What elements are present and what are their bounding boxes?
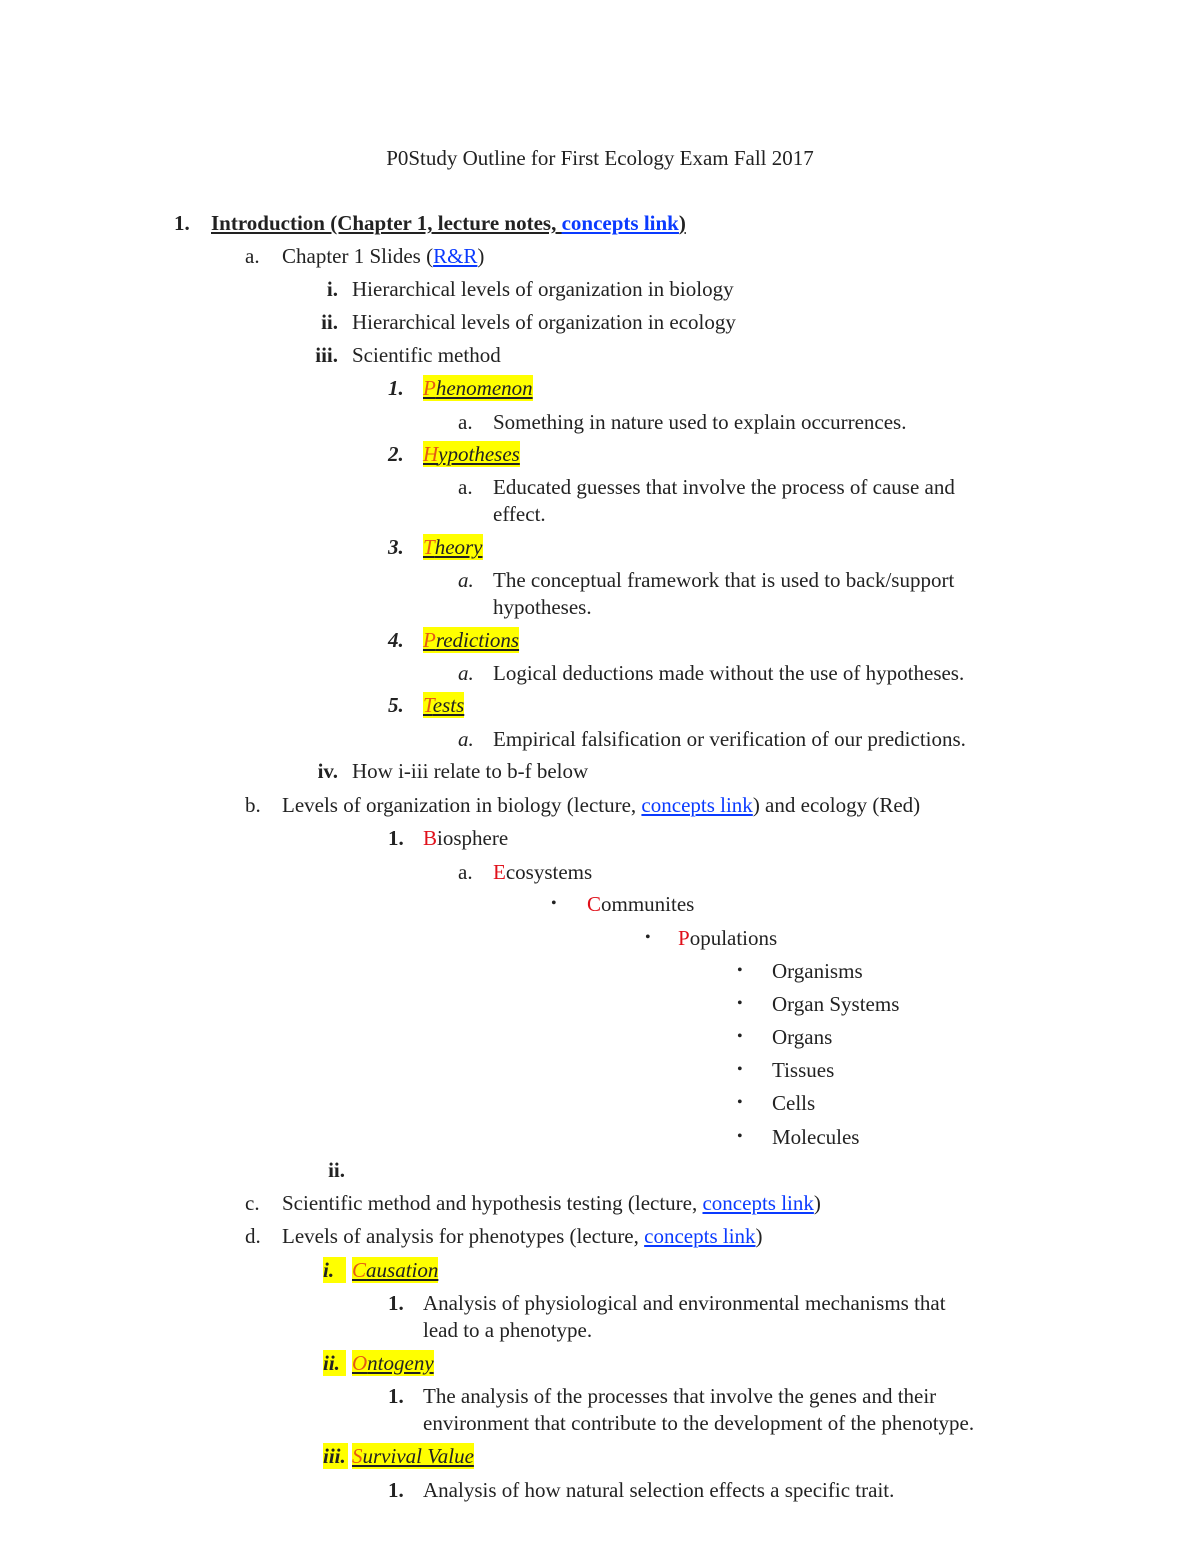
- ontogeny-definition-line-2: environment that contribute to the development of the phenotype.: [423, 1411, 975, 1435]
- step-4-definition: Logical deductions made without the use of hypotheses.: [493, 661, 965, 685]
- step-3-rest: heory: [434, 535, 483, 559]
- ontogeny-marker: ii.: [323, 1350, 346, 1376]
- item-d-marker: d.: [245, 1224, 261, 1248]
- causation-initial: C: [352, 1258, 367, 1282]
- item-c-text-start: Scientific method and hypothesis testing (lecture,: [282, 1191, 703, 1215]
- biosphere-text: [423, 825, 508, 851]
- causation-definition-line-2: lead to a phenotype.: [423, 1318, 593, 1342]
- communites-text: [587, 891, 694, 917]
- section-1-heading-text: Introduction (Chapter 1, lecture notes,: [211, 211, 562, 235]
- step-4-term: [423, 627, 519, 653]
- level-organisms: Organisms: [772, 959, 863, 983]
- communites-bullet: •: [551, 895, 557, 912]
- step-4-rest: redictions: [435, 628, 520, 652]
- item-a-marker: a.: [245, 244, 260, 268]
- survival-value-term: [352, 1443, 474, 1469]
- step-3-initial: T: [423, 535, 435, 559]
- level-molecules: Molecules: [772, 1125, 860, 1149]
- concepts-link[interactable]: concepts link: [561, 211, 679, 235]
- step-1-definition: Something in nature used to explain occurrences.: [493, 410, 907, 434]
- item-b-text-end: ) and ecology (Red): [752, 793, 921, 817]
- step-4-initial: P: [423, 628, 436, 652]
- roman-i-text: Hierarchical levels of organization in biology: [352, 277, 734, 301]
- item-d-text-end: ): [755, 1224, 763, 1248]
- communites-rest: ommunites: [601, 892, 695, 916]
- survival-value-rest: urvival Value: [362, 1444, 474, 1468]
- biosphere-initial: B: [423, 826, 438, 850]
- item-b-marker: b.: [245, 793, 261, 817]
- roman-iii-marker: iii.: [315, 343, 338, 367]
- ontogeny-rest: ntogeny: [367, 1351, 434, 1375]
- roman-iii-text: Scientific method: [352, 343, 501, 367]
- ecosystems-rest: cosystems: [505, 860, 593, 884]
- causation-sub-marker: 1.: [388, 1291, 404, 1315]
- level-bullet: •: [737, 1028, 743, 1045]
- step-4-sub-marker: a.: [458, 661, 474, 685]
- step-1-rest: henomenon: [435, 376, 533, 400]
- level-organs: Organs: [772, 1025, 833, 1049]
- item-a-text-end: ): [477, 244, 485, 268]
- concepts-link-c[interactable]: concepts link: [702, 1191, 814, 1215]
- step-2-rest: ypotheses: [438, 442, 520, 466]
- item-a-text: [282, 243, 484, 269]
- step-2-definition-line-2: effect.: [493, 502, 546, 526]
- ecosystems-marker: a.: [458, 860, 473, 884]
- item-c-text: [282, 1190, 821, 1216]
- step-3-definition-line-2: hypotheses.: [493, 595, 592, 619]
- document-title: P0Study Outline for First Ecology Exam Fall 2017: [386, 146, 814, 170]
- step-1-sub-marker: a.: [458, 410, 473, 434]
- ontogeny-term: [352, 1350, 434, 1376]
- step-1-term: [423, 375, 533, 401]
- step-2-definition-line-1: Educated guesses that involve the process of cause and: [493, 475, 955, 499]
- step-3-sub-marker: a.: [458, 568, 474, 592]
- item-c-text-end: ): [813, 1191, 821, 1215]
- step-5-term: [423, 692, 464, 718]
- trailing-roman-marker: ii.: [328, 1158, 345, 1182]
- step-3-marker: 3.: [388, 535, 404, 559]
- roman-iv-text: How i-iii relate to b-f below: [352, 759, 589, 783]
- causation-rest: ausation: [366, 1258, 439, 1282]
- item-c-marker: c.: [245, 1191, 260, 1215]
- populations-initial: P: [678, 926, 690, 950]
- item-d-text: [282, 1223, 763, 1249]
- level-bullet: •: [737, 995, 743, 1012]
- biosphere-marker: 1.: [388, 826, 404, 850]
- ecosystems-initial: E: [493, 860, 506, 884]
- step-4-marker: 4.: [388, 628, 404, 652]
- step-2-term: [423, 441, 520, 467]
- section-1-heading-close: ): [678, 211, 686, 235]
- item-d-text-start: Levels of analysis for phenotypes (lecture,: [282, 1224, 645, 1248]
- roman-ii-text: Hierarchical levels of organization in ecology: [352, 310, 736, 334]
- survival-value-initial: S: [352, 1444, 363, 1468]
- level-cells: Cells: [772, 1091, 816, 1115]
- level-bullet: •: [737, 1128, 743, 1145]
- survival-value-definition: Analysis of how natural selection effects a specific trait.: [423, 1478, 895, 1502]
- survival-value-marker: iii.: [323, 1444, 346, 1468]
- step-5-definition: Empirical falsification or verification of our predictions.: [493, 727, 966, 751]
- step-5-initial: T: [423, 693, 433, 717]
- survival-value-sub-marker: 1.: [388, 1478, 404, 1502]
- ontogeny-initial: O: [352, 1351, 368, 1375]
- rr-link[interactable]: R&R: [433, 244, 478, 268]
- concepts-link-b[interactable]: concepts link: [641, 793, 753, 817]
- communites-initial: C: [587, 892, 602, 916]
- level-tissues: Tissues: [772, 1058, 835, 1082]
- ontogeny-definition-line-1: The analysis of the processes that involve the genes and their: [423, 1384, 937, 1408]
- step-3-term: [423, 534, 483, 560]
- level-bullet: •: [737, 1061, 743, 1078]
- causation-term: [352, 1257, 438, 1283]
- step-5-sub-marker: a.: [458, 727, 474, 751]
- ecosystems-text: [493, 859, 592, 885]
- level-organ-systems: Organ Systems: [772, 992, 900, 1016]
- ontogeny-sub-marker: 1.: [388, 1384, 404, 1408]
- populations-rest: opulations: [689, 926, 778, 950]
- level-bullet: •: [737, 962, 743, 979]
- section-1-number: 1.: [174, 211, 190, 235]
- step-5-marker: 5.: [388, 693, 404, 717]
- step-5-rest: ests: [432, 693, 465, 717]
- item-a-text-start: Chapter 1 Slides (: [282, 244, 434, 268]
- causation-marker: i.: [323, 1257, 346, 1283]
- step-2-marker: 2.: [388, 442, 404, 466]
- step-1-marker: 1.: [388, 376, 404, 400]
- step-2-sub-marker: a.: [458, 475, 473, 499]
- section-1-heading: [211, 210, 686, 236]
- roman-i-marker: i.: [326, 277, 338, 301]
- item-b-text-start: Levels of organization in biology (lecture,: [282, 793, 642, 817]
- causation-definition-line-1: Analysis of physiological and environmental mechanisms that: [423, 1291, 946, 1315]
- roman-iv-marker: iv.: [317, 759, 338, 783]
- populations-text: [678, 925, 777, 951]
- step-1-initial: P: [423, 376, 436, 400]
- roman-ii-marker: ii.: [321, 310, 338, 334]
- item-b-text: [282, 792, 920, 818]
- populations-bullet: •: [645, 929, 651, 946]
- concepts-link-d[interactable]: concepts link: [644, 1224, 756, 1248]
- step-2-initial: H: [423, 442, 439, 466]
- level-bullet: •: [737, 1094, 743, 1111]
- biosphere-rest: iosphere: [437, 826, 509, 850]
- step-3-definition-line-1: The conceptual framework that is used to back/support: [493, 568, 955, 592]
